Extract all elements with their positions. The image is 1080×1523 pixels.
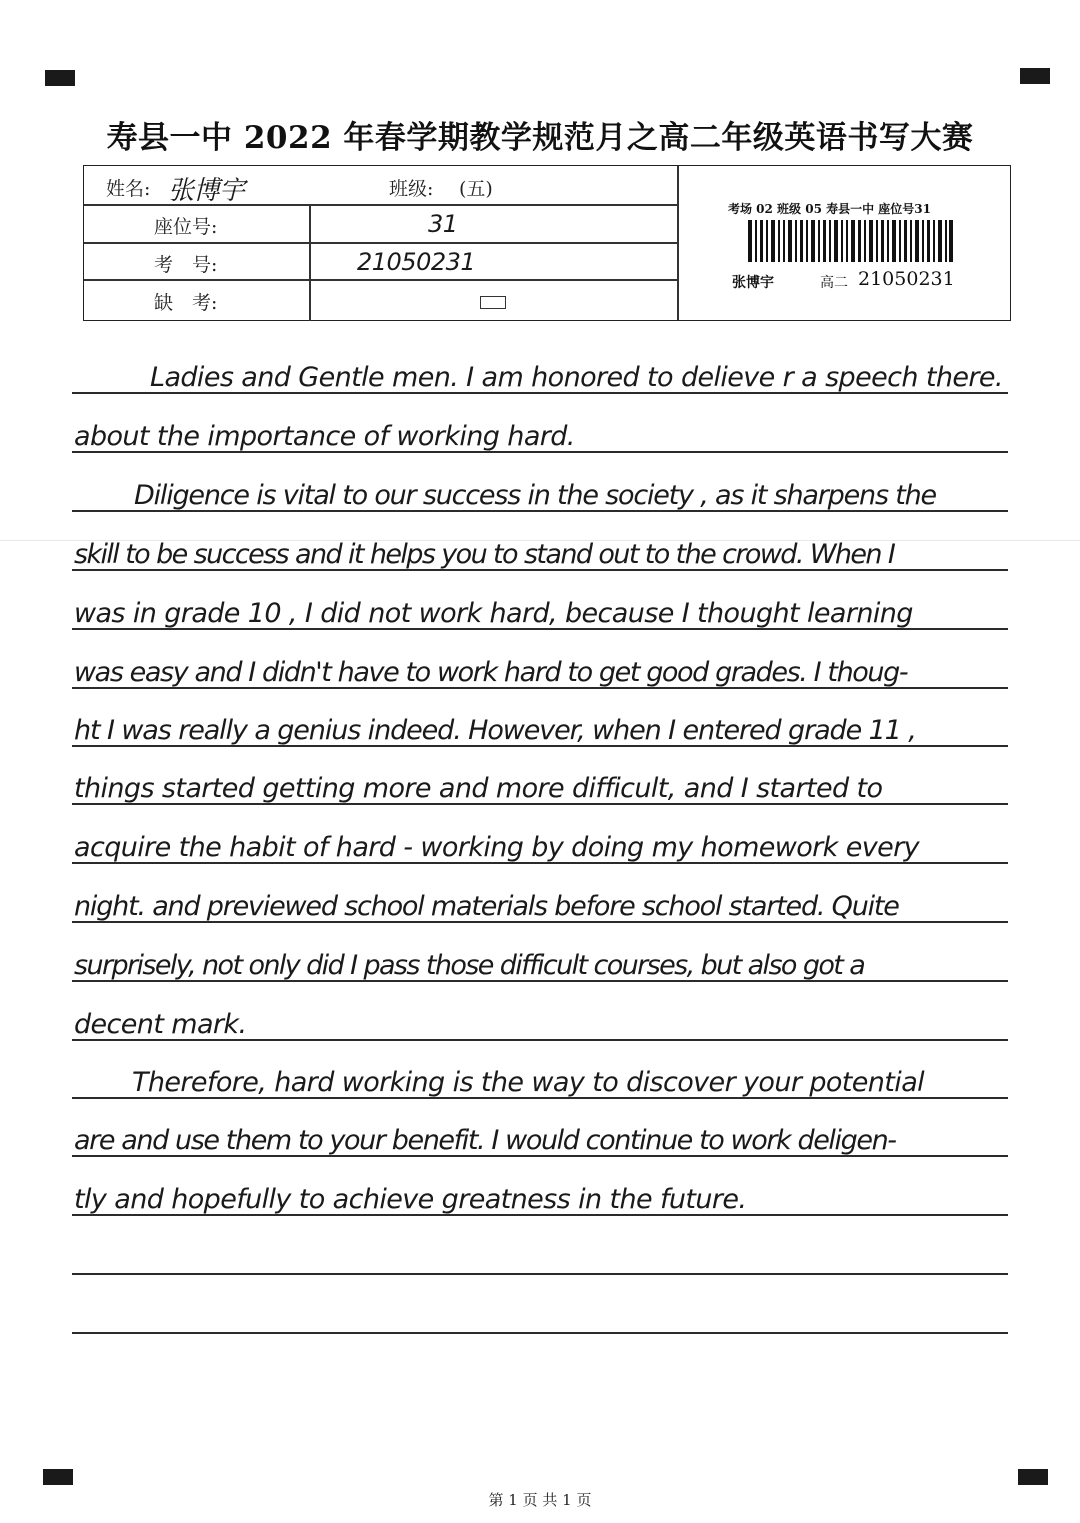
- table-row-divider: [84, 279, 677, 281]
- essay-line-13: Therefore, hard working is the way to discover your potential: [132, 1067, 925, 1098]
- essay-line-14: are and use them to your benefit. I would continue to work deligen-: [74, 1125, 896, 1156]
- class-value: (五): [459, 178, 493, 200]
- absent-checkbox[interactable]: [480, 296, 506, 309]
- essay-line-15: tly and hopefully to achieve greatness in the future.: [74, 1184, 747, 1215]
- registration-mark-top-right: [1020, 68, 1050, 84]
- seat-label: 座位号:: [154, 216, 218, 238]
- exam-number-value: 21050231: [357, 248, 476, 276]
- barcode-icon: [748, 220, 953, 262]
- ruled-line: [72, 1332, 1008, 1334]
- ruled-line: [72, 1273, 1008, 1275]
- name-label: 姓名:: [106, 178, 151, 200]
- essay-line-10: night. and previewed school materials before school started. Quite: [74, 891, 899, 922]
- table-col-divider: [309, 204, 311, 321]
- essay-line-6: was easy and I didn't have to work hard to get good grades. I thoug-: [74, 657, 908, 688]
- name-value: 张博宇: [168, 176, 245, 206]
- registration-mark-bottom-right: [1018, 1469, 1048, 1485]
- essay-line-11: surprisely, not only did I pass those difficult courses, but also got a: [74, 950, 865, 981]
- essay-line-5: was in grade 10 , I did not work hard, because I thought learning: [74, 598, 913, 629]
- essay-line-3: Diligence is vital to our success in the society , as it sharpens the: [134, 480, 936, 511]
- barcode-student-name: 张博宇: [732, 275, 774, 291]
- essay-line-1: Ladies and Gentle men. I am honored to delieve r a speech there.: [150, 362, 1003, 393]
- barcode-top-text: 考场 02 班级 05 寿县一中 座位号31: [728, 202, 931, 216]
- absent-label: 缺 考:: [154, 292, 218, 314]
- essay-line-9: acquire the habit of hard - working by doing my homework every: [74, 832, 919, 863]
- essay-line-4: skill to be success and it helps you to stand out to the crowd. When I: [74, 539, 895, 570]
- table-row-divider: [84, 242, 677, 244]
- page-number: 第 1 页 共 1 页: [488, 1491, 592, 1509]
- barcode-grade: 高二: [820, 275, 848, 291]
- essay-line-12: decent mark.: [74, 1009, 247, 1040]
- class-label: 班级:: [389, 178, 434, 200]
- essay-line-7: ht I was really a genius indeed. However, when I entered grade 11 ,: [74, 715, 916, 746]
- exam-number-label: 考 号:: [154, 254, 218, 276]
- essay-line-8: things started getting more and more difficult, and I started to: [74, 773, 883, 804]
- registration-mark-bottom-left: [43, 1469, 73, 1485]
- table-col-divider: [677, 166, 679, 320]
- barcode-label: [728, 198, 998, 298]
- page-title: 寿县一中 2022 年春学期教学规范月之高二年级英语书写大赛: [106, 120, 974, 156]
- essay-line-2: about the importance of working hard.: [74, 421, 575, 452]
- seat-value: 31: [428, 210, 458, 238]
- barcode-exam-id: 21050231: [858, 268, 955, 290]
- registration-mark-top-left: [45, 70, 75, 86]
